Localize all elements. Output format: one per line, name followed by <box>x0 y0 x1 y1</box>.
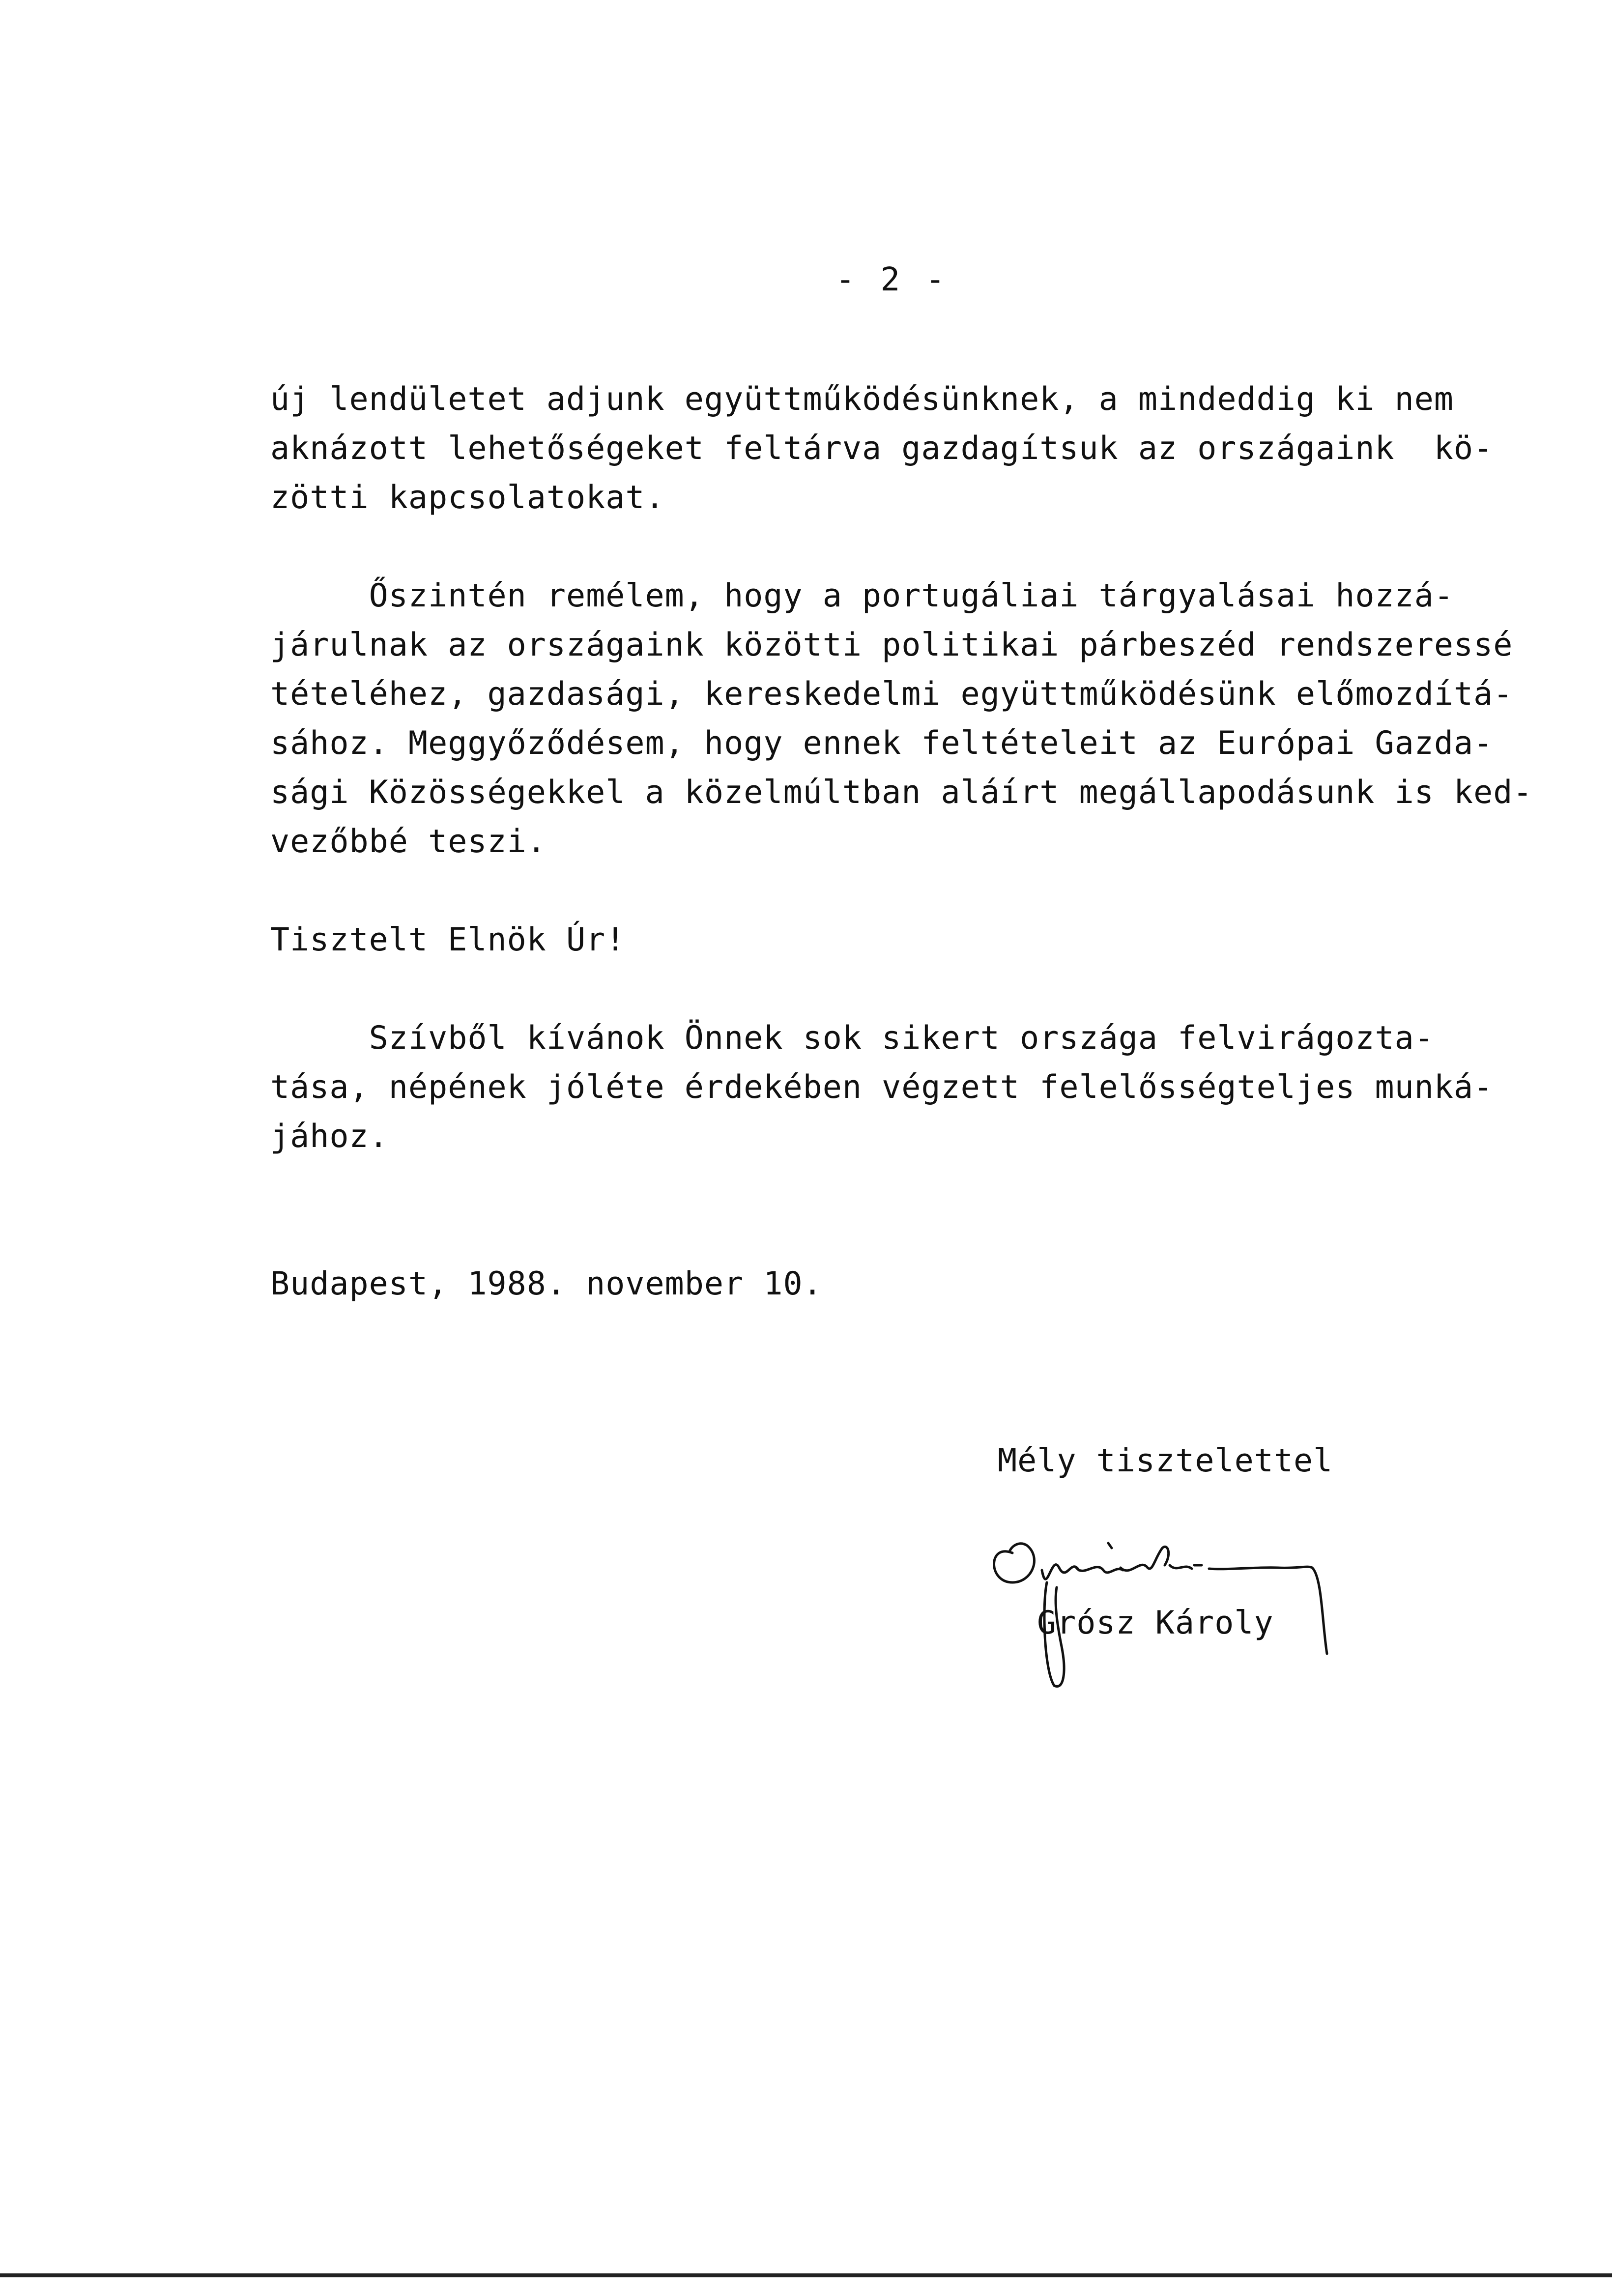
body-line: tételéhez, gazdasági, kereskedelmi együttműködésünk előmozdítá- <box>270 676 1513 713</box>
body-line: zötti kapcsolatokat. <box>270 479 665 516</box>
date-line: Budapest, 1988. november 10. <box>270 1265 823 1302</box>
body-line: sához. Meggyőződésem, hogy ennek feltételeit az Európai Gazda- <box>270 725 1494 762</box>
body-line: járulnak az országaink közötti politikai párbeszéd rendszeressé <box>270 627 1513 663</box>
bottom-rule <box>0 2273 1612 2277</box>
body-line: vezőbbé teszi. <box>270 823 547 860</box>
body-line: Szívből kívánok Önnek sok sikert országa felvirágozta- <box>270 1020 1434 1057</box>
body-line: tása, népének jóléte érdekében végzett felelősségteljes munká- <box>270 1069 1494 1106</box>
body-line: sági Közösségekkel a közelmúltban aláírt megállapodásunk is ked- <box>270 774 1533 811</box>
body-line: jához. <box>270 1118 389 1155</box>
salutation: Tisztelt Elnök Úr! <box>270 921 626 958</box>
closing: Mély tisztelettel <box>998 1442 1333 1479</box>
page-number: - 2 - <box>835 260 948 298</box>
body-line: új lendületet adjunk együttműködésünknek, a mindeddig ki nem <box>270 381 1454 418</box>
body-line: aknázott lehetőségeket feltárva gazdagítsuk az országaink kö- <box>270 430 1494 467</box>
body-line: Őszintén remélem, hogy a portugáliai tárgyalásai hozzá- <box>270 577 1454 614</box>
signatory-name: Grósz Károly <box>1037 1605 1274 1641</box>
